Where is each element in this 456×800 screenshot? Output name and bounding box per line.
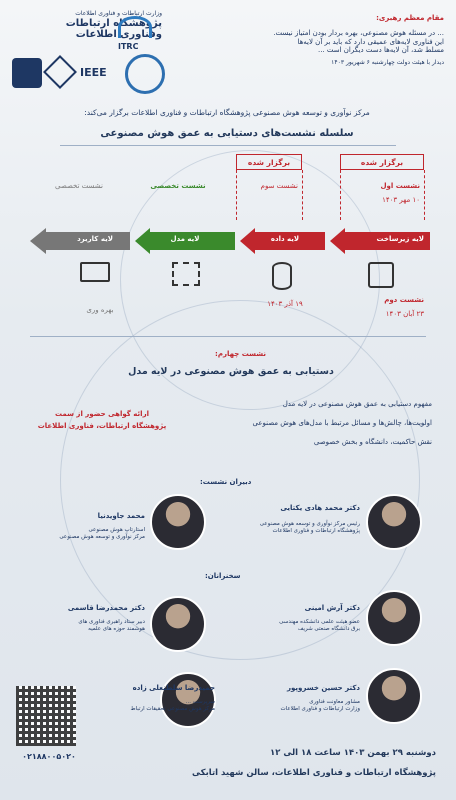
session-specialized-label: نشست تخصصی: [55, 182, 103, 190]
org-name-1: پژوهشگاه ارتباطات: [65, 17, 162, 29]
data-session-date: ۱۹ آذر ۱۴۰۳: [267, 300, 303, 308]
leader-title: مقام معظم رهبری:: [376, 14, 444, 22]
held-badge: برگزار شده: [236, 154, 302, 170]
session4-title: دستیابی به عمق هوش مصنوعی در لایه مدل: [128, 366, 334, 377]
topic-item: مفهوم دستیابی به عمق هوش مصنوعی در لایه مدل: [282, 400, 432, 408]
ieee-label: IEEE: [80, 66, 107, 79]
person-role: وزارت ارتباطات و فناوری اطلاعات: [280, 705, 360, 712]
avatar: [150, 494, 206, 550]
session4-label: نشست چهارم:: [215, 350, 266, 358]
devices-icon: [80, 262, 110, 282]
layer-application: لایه کاربرد: [77, 235, 113, 243]
person-role: مرکز هوش مصنوعی تحقیقات ارتباط: [130, 705, 215, 712]
quote-line: این فناوری لایه‌های عمیقی دارد که باید بر آن لایه‌ها: [297, 37, 444, 46]
session1-label: نشست اول: [380, 182, 420, 190]
held-badge: برگزار شده: [340, 154, 424, 170]
person-name: دکتر آرش امینی: [304, 604, 360, 612]
person-name: محمد جاویدنیا: [97, 512, 145, 520]
person-role: دبیر ستاد راهبری فناوری های: [78, 618, 145, 625]
person-role: هوشمند حوزه های علمیه: [88, 625, 145, 632]
org-name-2: وفناوری اطلاعات: [75, 28, 162, 40]
quote-line: مسلط شد، آن لایه‌ها دست دیگران است ...: [317, 46, 444, 55]
person-role: استارتاپ هوش مصنوعی: [88, 526, 145, 533]
session1-date: ۱۰ مهر ۱۴۰۳: [382, 196, 420, 204]
avatar: [366, 668, 422, 724]
itrc-label: ITRC: [118, 42, 139, 51]
person-role: مرکز نوآوری و توسعه هوش مصنوعی: [59, 533, 145, 540]
application-label: بهره وری: [86, 306, 114, 314]
session-specialized-label: نشست تخصصی: [150, 182, 206, 190]
avatar: [150, 596, 206, 652]
person-name: حمیدرضا سلطنعلی زاده: [132, 684, 215, 692]
divider: [30, 336, 426, 337]
quote-date: دیدار با هیئت دولت چهارشنبه ۶ شهریور ۱۴۰۳: [331, 59, 444, 66]
layer-infra: لایه زیرساخت: [376, 235, 424, 243]
person-role: رئیس مرکز نوآوری و توسعه هوش مصنوعی: [259, 520, 360, 527]
session3-label: نشست سوم: [260, 182, 298, 190]
chip-icon: [368, 262, 394, 288]
avatar: [366, 494, 422, 550]
contact-phone: ۰۲۱۸۸۰۰۵۰۲۰: [22, 752, 76, 761]
ministry-logo: [12, 58, 42, 88]
person-role: مشاور معاونت فناوری: [309, 698, 360, 705]
person-name: دکتر محمدرضا قاسمی: [67, 604, 145, 612]
session2-date: ۲۳ آبان ۱۴۰۳: [385, 310, 424, 318]
person-name: دکتر محمد هادی یکتایی: [280, 504, 360, 512]
layer-data: لایه داده: [270, 235, 300, 243]
person-name: دکتر حسین خسروپور: [287, 684, 360, 692]
person-role: برق دانشگاه صنعتی شریف: [297, 625, 360, 632]
certificate-note: پژوهشگاه ارتباطات، فناوری اطلاعات: [37, 422, 167, 430]
secretaries-label: دبیران نشست:: [200, 478, 252, 486]
intro-text: مرکز نوآوری و توسعه هوش مصنوعی پژوهشگاه ارتباطات و فناوری اطلاعات برگزار می‌کند:: [84, 108, 370, 117]
layer-model: لایه مدل: [170, 235, 200, 243]
session2-label: نشست دوم: [384, 296, 424, 304]
divider: [60, 145, 396, 146]
speakers-label: سخنرانان:: [205, 572, 241, 580]
person-role: پژوهشگاه ارتباطات و فناوری اطلاعات: [272, 527, 360, 534]
model-icon: [172, 262, 200, 286]
org-ministry: وزارت ارتباطات و فناوری اطلاعات: [75, 10, 162, 17]
itrc-seal: [125, 54, 165, 94]
itrc-logo-icon: [118, 16, 152, 38]
person-role: سرپرست ...: [185, 698, 215, 705]
person-role: عضو هیئت علمی دانشکده مهندسی: [279, 618, 360, 625]
series-title: سلسله نشست‌های دستیابی به عمق هوش مصنوعی: [100, 128, 354, 139]
event-venue: پژوهشگاه ارتباطات و فناوری اطلاعات، سالن شهید اتابکی: [192, 768, 436, 778]
topic-item: نقش حاکمیت، دانشگاه و بخش خصوصی: [313, 437, 432, 446]
avatar: [366, 590, 422, 646]
database-icon: [272, 262, 292, 290]
topic-item: اولویت‌ها، چالش‌ها و مسائل مرتبط با مدل‌های هوش مصنوعی: [252, 418, 432, 427]
quote-line: ... در مسئله هوش مصنوعی، بهره بردار بودن امتیاز نیست.: [273, 28, 444, 37]
event-datetime: دوشنبه ۲۹ بهمن ۱۴۰۳ ساعت ۱۸ الی ۱۲: [270, 748, 436, 758]
certificate-note: ارائه گواهی حضور از سمت: [54, 410, 150, 418]
qr-code[interactable]: [16, 686, 76, 746]
